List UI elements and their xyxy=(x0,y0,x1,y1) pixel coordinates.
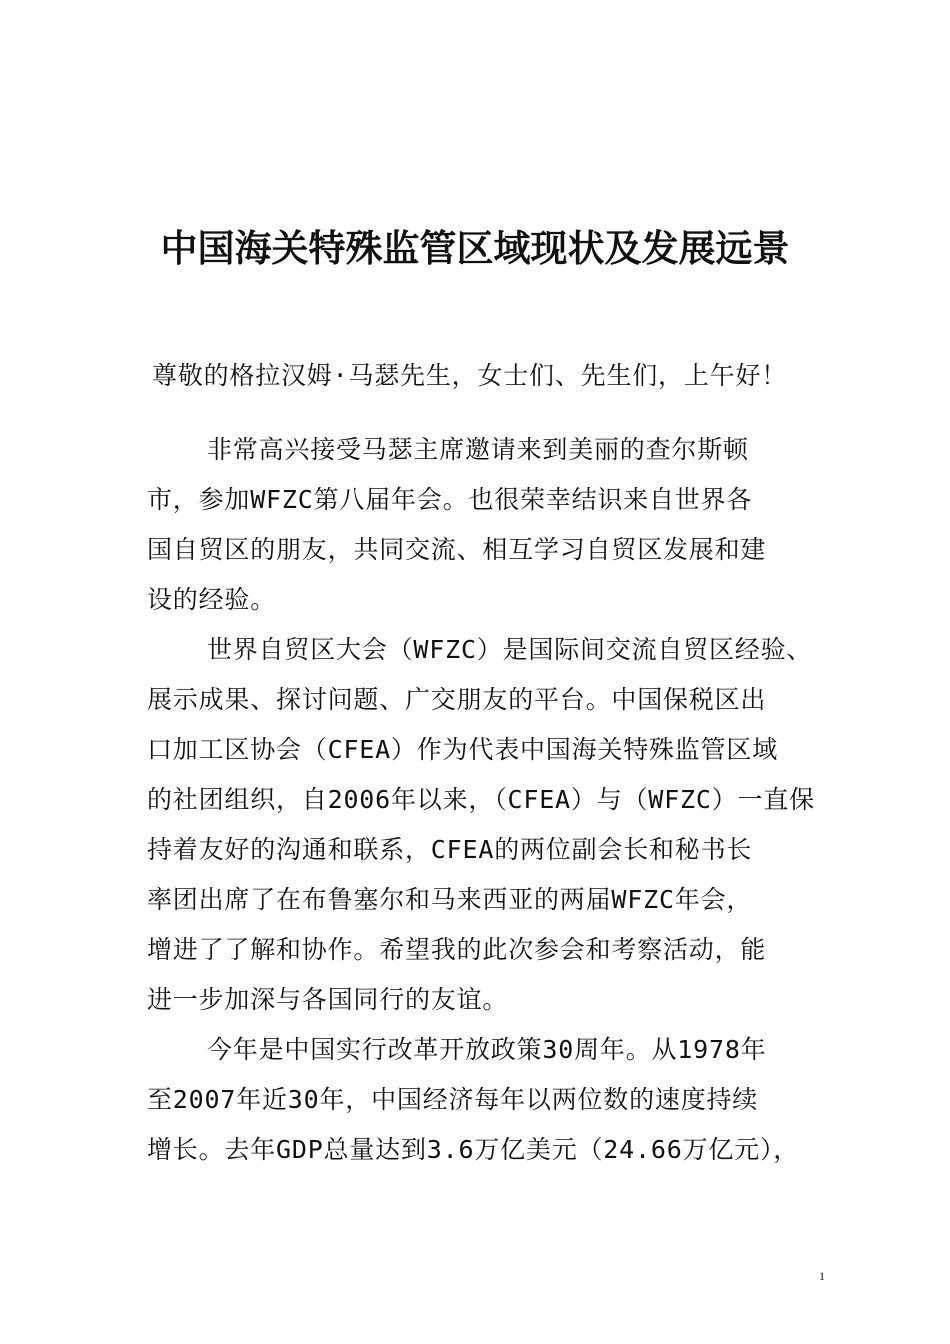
paragraph-line: 增长。去年GDP总量达到3.6万亿美元（24.66万亿元）， xyxy=(147,1135,800,1164)
page-number: 1 xyxy=(819,1269,825,1283)
paragraph-line: 世界自贸区大会（WFZC）是国际间交流自贸区经验、 xyxy=(207,635,813,664)
paragraph-line: 率团出席了在布鲁塞尔和马来西亚的两届WFZC年会， xyxy=(147,885,753,914)
document-title: 中国海关特殊监管区域现状及发展远景 xyxy=(160,226,790,270)
paragraph-line: 设的经验。 xyxy=(147,585,277,614)
paragraph-line: 市，参加WFZC第八届年会。也很荣幸结识来自世界各 xyxy=(147,485,753,514)
paragraph-2 xyxy=(147,625,823,1025)
paragraph-line: 展示成果、探讨问题、广交朋友的平台。中国保税区出 xyxy=(147,685,767,714)
paragraph-line: 非常高兴接受马瑟主席邀请来到美丽的查尔斯顿 xyxy=(207,435,749,464)
paragraph-line: 国自贸区的朋友，共同交流、相互学习自贸区发展和建 xyxy=(147,535,767,564)
paragraph-line: 进一步加深与各国同行的友谊。 xyxy=(147,985,509,1014)
paragraph-line: 的社团组织，自2006年以来，（CFEA）与（WFZC）一直保 xyxy=(147,785,815,814)
paragraph-1 xyxy=(147,425,823,625)
paragraph-3 xyxy=(147,1025,823,1175)
paragraph-line: 口加工区协会（CFEA）作为代表中国海关特殊监管区域 xyxy=(147,735,779,764)
paragraph-line: 今年是中国实行改革开放政策30周年。从1978年 xyxy=(207,1035,767,1064)
paragraph-line: 增进了了解和协作。希望我的此次参会和考察活动，能 xyxy=(147,935,767,964)
salutation xyxy=(147,351,823,401)
paragraph-line: 持着友好的沟通和联系，CFEA的两位副会长和秘书长 xyxy=(147,835,753,864)
paragraph-line: 至2007年近30年，中国经济每年以两位数的速度持续 xyxy=(147,1085,759,1114)
salutation-line: 尊敬的格拉汉姆·马瑟先生，女士们、先生们，上午好！ xyxy=(152,361,788,390)
